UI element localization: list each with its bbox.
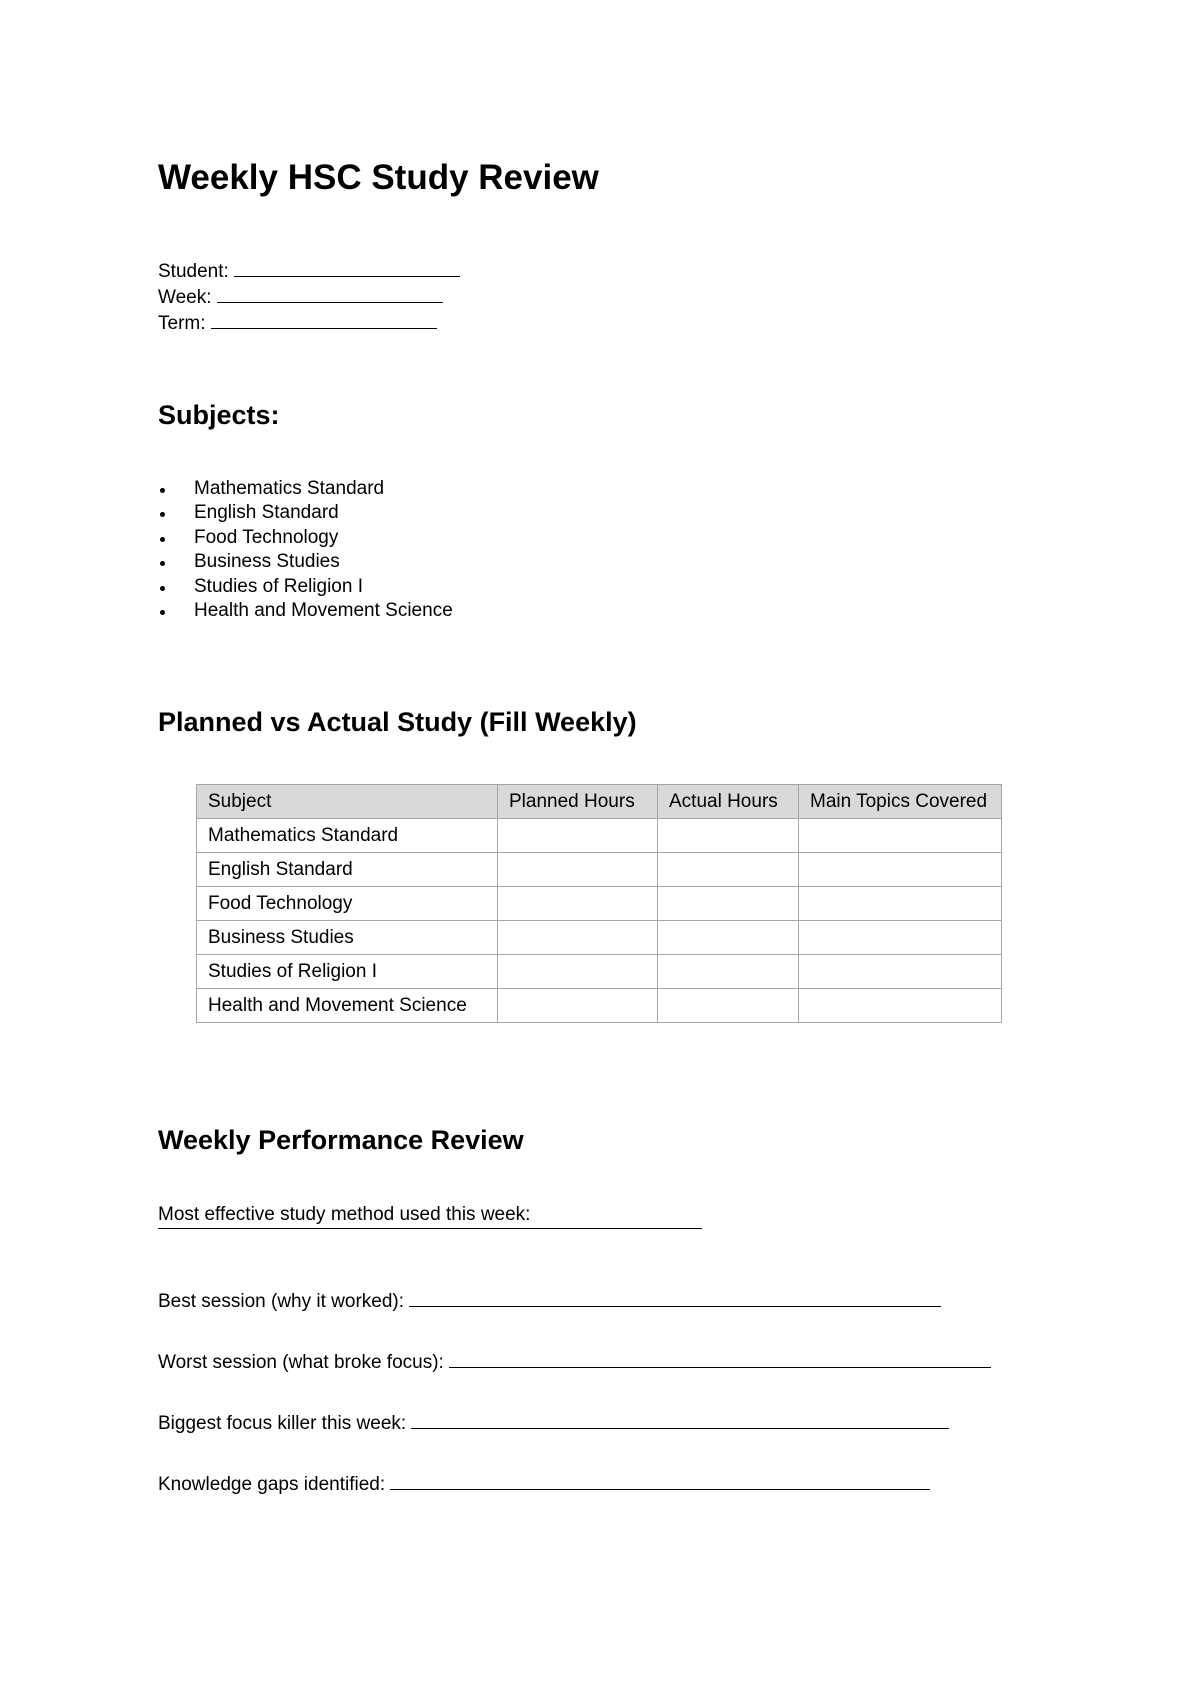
page-title: Weekly HSC Study Review — [158, 158, 599, 197]
knowledge-gaps-blank-line[interactable] — [390, 1471, 930, 1490]
most-effective-method-prompt — [158, 1204, 530, 1226]
planned-hours-cell[interactable] — [498, 921, 658, 955]
subject-cell: Health and Movement Science — [197, 989, 498, 1023]
bullet-icon — [160, 537, 165, 542]
best-session-blank-line[interactable] — [409, 1288, 941, 1307]
prompt-label: Knowledge gaps identified: — [158, 1474, 386, 1495]
list-item — [158, 599, 453, 623]
main-topics-cell[interactable] — [799, 921, 1002, 955]
actual-hours-cell[interactable] — [658, 887, 799, 921]
subject-cell: Mathematics Standard — [197, 819, 498, 853]
knowledge-gaps-prompt — [158, 1471, 930, 1496]
table-row — [197, 989, 1002, 1023]
subject-name: Health and Movement Science — [194, 600, 453, 622]
list-item — [158, 550, 453, 574]
main-topics-cell[interactable] — [799, 853, 1002, 887]
planned-hours-cell[interactable] — [498, 955, 658, 989]
week-blank-line[interactable] — [217, 284, 443, 303]
subject-name: English Standard — [194, 502, 339, 524]
planned-hours-cell[interactable] — [498, 819, 658, 853]
actual-hours-cell[interactable] — [658, 921, 799, 955]
bullet-icon — [160, 610, 165, 615]
planned-hours-cell[interactable] — [498, 853, 658, 887]
table-row — [197, 887, 1002, 921]
subject-name: Food Technology — [194, 526, 339, 548]
header-main-topics: Main Topics Covered — [799, 785, 1002, 819]
best-session-prompt — [158, 1288, 941, 1313]
table-header-row — [197, 785, 1002, 819]
week-label: Week: — [158, 287, 212, 308]
subject-cell: Studies of Religion I — [197, 955, 498, 989]
planned-hours-cell[interactable] — [498, 989, 658, 1023]
table-row — [197, 819, 1002, 853]
table-row — [197, 955, 1002, 989]
student-info-block — [158, 258, 460, 336]
most-effective-method-blank-line[interactable] — [158, 1228, 702, 1229]
prompt-label: Best session (why it worked): — [158, 1291, 405, 1312]
subjects-heading: Subjects: — [158, 400, 280, 430]
focus-killer-prompt — [158, 1410, 949, 1435]
header-subject: Subject — [197, 785, 498, 819]
student-label: Student: — [158, 261, 229, 282]
performance-review-heading: Weekly Performance Review — [158, 1125, 524, 1155]
subject-cell: Business Studies — [197, 921, 498, 955]
study-hours-table — [196, 784, 1002, 1023]
main-topics-cell[interactable] — [799, 819, 1002, 853]
list-item — [158, 526, 453, 550]
list-item — [158, 575, 453, 599]
bullet-icon — [160, 561, 165, 566]
term-blank-line[interactable] — [211, 310, 437, 329]
subject-cell: Food Technology — [197, 887, 498, 921]
student-blank-line[interactable] — [234, 258, 460, 277]
subject-name: Studies of Religion I — [194, 575, 363, 597]
term-label: Term: — [158, 313, 206, 334]
header-planned-hours: Planned Hours — [498, 785, 658, 819]
prompt-label: Biggest focus killer this week: — [158, 1413, 407, 1434]
main-topics-cell[interactable] — [799, 955, 1002, 989]
table-row — [197, 921, 1002, 955]
actual-hours-cell[interactable] — [658, 819, 799, 853]
subject-name: Business Studies — [194, 551, 340, 573]
header-actual-hours: Actual Hours — [658, 785, 799, 819]
main-topics-cell[interactable] — [799, 989, 1002, 1023]
subject-list — [158, 477, 453, 623]
list-item — [158, 477, 453, 501]
week-field — [158, 284, 460, 310]
actual-hours-cell[interactable] — [658, 955, 799, 989]
actual-hours-cell[interactable] — [658, 989, 799, 1023]
subject-name: Mathematics Standard — [194, 478, 385, 499]
planned-hours-cell[interactable] — [498, 887, 658, 921]
focus-killer-blank-line[interactable] — [411, 1410, 949, 1429]
planned-vs-actual-heading: Planned vs Actual Study (Fill Weekly) — [158, 707, 637, 737]
actual-hours-cell[interactable] — [658, 853, 799, 887]
list-item — [158, 501, 453, 525]
prompt-label: Worst session (what broke focus): — [158, 1352, 444, 1373]
subject-cell: English Standard — [197, 853, 498, 887]
term-field — [158, 310, 460, 336]
worst-session-blank-line[interactable] — [449, 1349, 991, 1368]
student-field — [158, 258, 460, 284]
bullet-icon — [160, 488, 165, 493]
bullet-icon — [160, 586, 165, 591]
prompt-label: Most effective study method used this week: — [158, 1204, 531, 1225]
main-topics-cell[interactable] — [799, 887, 1002, 921]
table-row — [197, 853, 1002, 887]
bullet-icon — [160, 512, 165, 517]
worst-session-prompt — [158, 1349, 991, 1374]
